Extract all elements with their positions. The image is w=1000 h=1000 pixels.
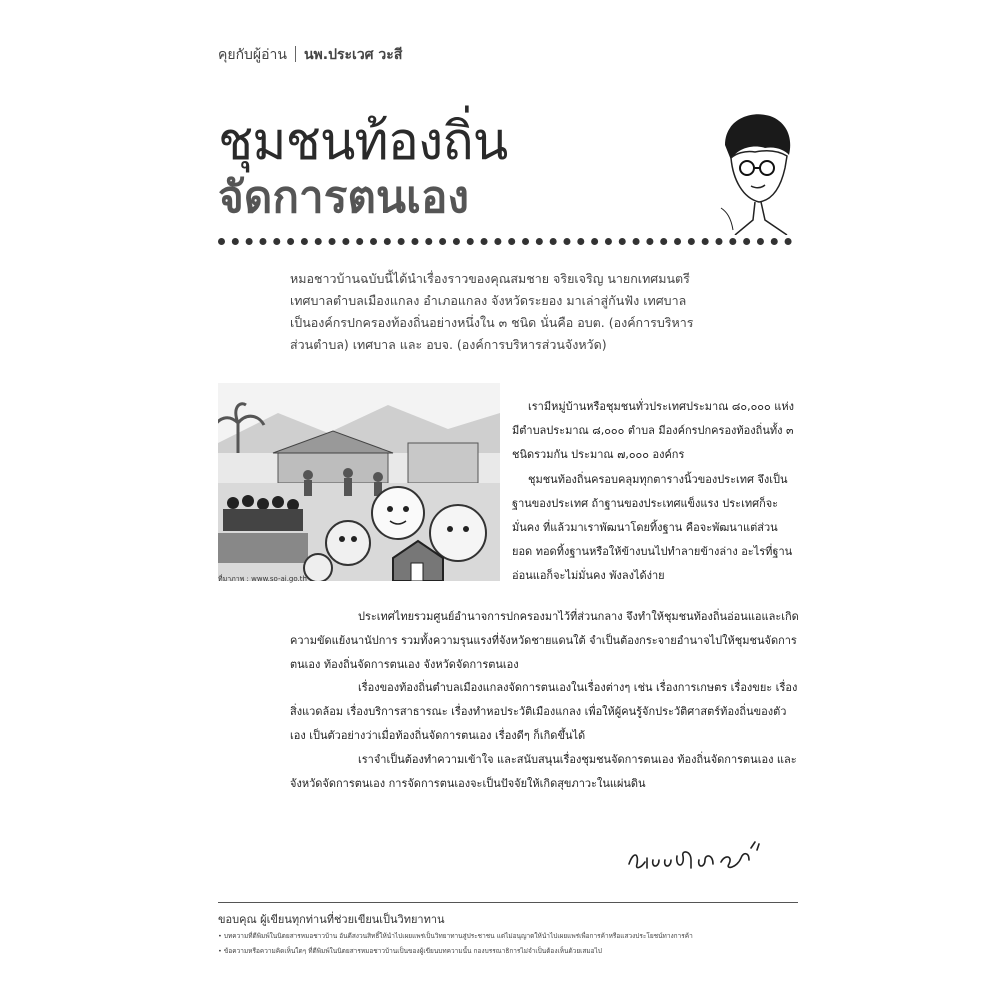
section-header bbox=[218, 44, 402, 66]
title-line-1: ชุมชนท้องถิ่น bbox=[218, 112, 508, 172]
image-credit: ที่มาภาพ : www.so-ai.go.th bbox=[218, 575, 307, 583]
footer-thanks: ขอบคุณ ผู้เขียนทุกท่านที่ช่วยเขียนเป็นวิทยาทาน bbox=[218, 913, 445, 926]
header-divider bbox=[295, 46, 296, 62]
intro-line: เป็นองค์กรปกครองท้องถิ่นอย่างหนึ่งใน ๓ ชนิด นั่นคือ อบต. (องค์การบริหาร bbox=[290, 315, 694, 330]
intro-line: ส่วนตำบล) เทศบาล และ อบจ. (องค์การบริหารส่วนจังหวัด) bbox=[290, 337, 607, 352]
dotted-divider bbox=[218, 238, 792, 255]
paragraph: เรามีหมู่บ้านหรือชุมชนทั่วประเทศประมาณ ๘๐,๐๐๐ แห่ง มีตำบลประมาณ ๘,๐๐๐ ตำบล มีองค์กรปกครองท้องถิ่นทั้ง ๓ ชนิดรวมกัน ประมาณ ๗,๐๐๐ องค์กร bbox=[512, 400, 794, 462]
footer-note: • บทความที่ตีพิมพ์ในนิตยสารหมอชาวบ้าน อันดีสงวนสิทธิ์ให้นำไปเผยแพร่เป็นวิทยาทานสู่ประชาชน แต่ไม่อนุญาตให้นำไปเผยแพร่เพื่อการค้าหรือแสวงประโยชน์ทางการค้า bbox=[218, 932, 693, 940]
paragraph: เรื่องของท้องถิ่นตำบลเมืองแกลงจัดการตนเองในเรื่องต่างๆ เช่น เรื่องการเกษตร เรื่องขยะ เรื่องสิ่งแวดล้อม เรื่องบริการสาธารณะ เรื่องทำหอประวัติเมืองแกลง เพื่อให้ผู้คนรู้จักประวัติศาสตร์ท้องถิ่นของตัวเอง เป็นตัวอย่างว่าเมื่อท้องถิ่นจัดการตนเอง เรื่องดีๆ ก็เกิดขึ้นได้ bbox=[290, 681, 798, 742]
author-signature bbox=[625, 838, 785, 878]
title-line-2: จัดการตนเอง bbox=[218, 172, 469, 223]
paragraph: เราจำเป็นต้องทำความเข้าใจ และสนับสนุนเรื่องชุมชนจัดการตนเอง ท้องถิ่นจัดการตนเอง และจังหวัดจัดการตนเอง การจัดการตนเองจะเป็นปัจจัยให้เกิดสุขภาวะในแผ่นดิน bbox=[290, 752, 797, 790]
author-name: นพ.ประเวศ วะสี bbox=[303, 47, 403, 63]
body-text bbox=[290, 605, 800, 795]
intro-line: เทศบาลตำบลเมืองแกลง อำเภอแกลง จังหวัดระยอง มาเล่าสู่กันฟัง เทศบาล bbox=[290, 293, 687, 308]
paragraph: ประเทศไทยรวมศูนย์อำนาจการปกครองมาไว้ที่ส่วนกลาง จึงทำให้ชุมชนท้องถิ่นอ่อนแอและเกิดความขัดแย้งนานัปการ รวมทั้งความรุนแรงที่จังหวัดชายแดนใต้ จำเป็นต้องกระจายอำนาจไปให้ชุมชนจัดการตนเอง ท้องถิ่นจัดการตนเอง จังหวัดจัดการตนเอง bbox=[290, 610, 799, 671]
intro-text bbox=[290, 268, 790, 356]
right-column-text bbox=[512, 395, 797, 589]
footer-divider bbox=[218, 902, 798, 903]
intro-line: หมอชาวบ้านฉบับนี้ได้นำเรื่องราวของคุณสมชาย จริยเจริญ นายกเทศมนตรี bbox=[290, 271, 690, 286]
community-illustration bbox=[218, 383, 500, 581]
section-name: คุยกับผู้อ่าน bbox=[218, 47, 287, 63]
paragraph: ชุมชนท้องถิ่นครอบคลุมทุกตารางนิ้วของประเทศ จึงเป็นฐานของประเทศ ถ้าฐานของประเทศแข็งแรง ประเทศก็จะมั่นคง ที่แล้วมาเราพัฒนาโดยทิ้งฐาน คือจะพัฒนาแต่ส่วนยอด ทอดทิ้งฐานหรือให้ข้างบนไปทำลายข้างล่าง อะไรที่ฐานอ่อนแอก็จะไม่มั่นคง พังลงได้ง่าย bbox=[512, 472, 793, 583]
author-portrait bbox=[715, 110, 795, 235]
footer-note: • ข้อความหรือความคิดเห็นใดๆ ที่ตีพิมพ์ในนิตยสารหมอชาวบ้านเป็นของผู้เขียนบทความนั้น กองบรรณาธิการไม่จำเป็นต้องเห็นด้วยเสมอไป bbox=[218, 947, 602, 955]
